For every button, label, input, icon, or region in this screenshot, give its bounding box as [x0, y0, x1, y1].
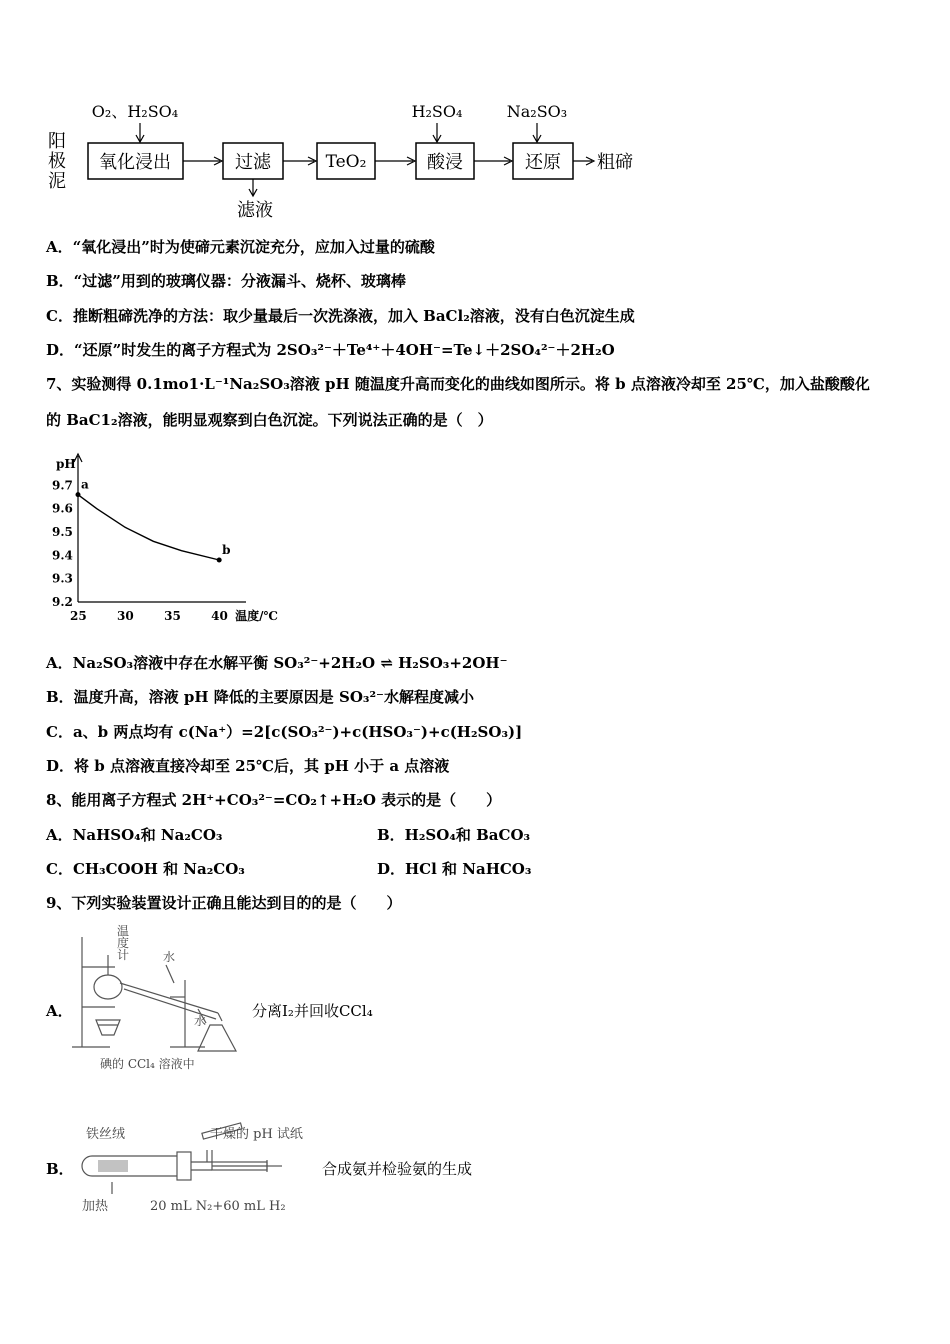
q7-stem-line2: 的 BaC1₂溶液，能明显观察到白色沉淀。下列说法正确的是（ ）	[46, 411, 493, 429]
flow-box-label: 酸浸	[427, 152, 463, 173]
flow-input-label: H₂SO₄	[411, 102, 463, 121]
flow-output-label: 滤液	[237, 200, 273, 221]
fig-b-label: 铁丝绒	[86, 1127, 126, 1142]
data-point-label: b	[222, 543, 231, 557]
y-tick-label: 9.2	[52, 595, 73, 609]
distillation-apparatus-figure	[70, 925, 245, 1075]
flow-box-label: TeO₂	[325, 152, 367, 172]
x-tick-label: 30	[117, 609, 134, 623]
q6-option-a: A．“氧化浸出”时为使碲元素沉淀充分，应加入过量的硫酸	[46, 238, 435, 256]
q7-option-b: B．温度升高，溶液 pH 降低的主要原因是 SO₃²⁻水解程度减小	[46, 688, 474, 706]
q9-option-b-text: 合成氨并检验氨的生成	[322, 1160, 473, 1178]
q8-option-a: A．NaHSO₄和 Na₂CO₃	[46, 826, 223, 844]
flow-input-label: Na₂SO₃	[506, 102, 568, 121]
ammonia-synthesis-figure	[72, 1110, 322, 1220]
data-point	[217, 558, 222, 563]
q7-stem-line1: 7、实验测得 0.1mo1·L⁻¹Na₂SO₃溶液 pH 随温度升高而变化的曲线如图所示。将 b 点溶液冷却至 25℃，加入盐酸酸化	[46, 375, 870, 393]
start-label-char: 泥	[48, 171, 66, 192]
q8-option-b: B．H₂SO₄和 BaCO₃	[377, 826, 531, 844]
fig-a-label: 碘的 CCl₄ 溶液中	[100, 1057, 195, 1071]
q7-option-a: A．Na₂SO₃溶液中存在水解平衡 SO₃²⁻+2H₂O ⇌ H₂SO₃+2OH⁻	[46, 654, 508, 672]
fig-a-label: 水	[194, 1014, 207, 1028]
fig-b-label: 20 mL N₂+60 mL H₂	[150, 1199, 286, 1214]
fig-a-label: 水	[163, 950, 176, 964]
flow-box-label: 还原	[525, 152, 561, 173]
x-tick-label: 35	[164, 609, 181, 623]
q7-option-d: D．将 b 点溶液直接冷却至 25℃后，其 pH 小于 a 点溶液	[46, 757, 450, 775]
y-tick-label: 9.6	[52, 501, 73, 516]
flow-box-label: 过滤	[235, 152, 271, 173]
flow-end-label: 粗碲	[597, 152, 633, 173]
ph-temperature-chart	[48, 450, 278, 630]
x-tick-label: 25	[70, 609, 87, 623]
q9-option-b-letter: B．	[46, 1160, 74, 1178]
fig-b-label: 加热	[82, 1199, 109, 1214]
start-label-char: 阳	[48, 131, 66, 152]
fig-b-label: 干燥的 pH 试纸	[210, 1127, 303, 1142]
q8-option-c: C．CH₃COOH 和 Na₂CO₃	[46, 860, 245, 878]
q6-option-d: D．“还原”时发生的离子方程式为 2SO₃²⁻＋Te⁴⁺＋4OH⁻=Te↓＋2SO₄²⁻＋2H₂O	[46, 341, 615, 359]
y-tick-label: 9.5	[52, 525, 73, 539]
x-tick-label: 40	[211, 609, 228, 623]
y-axis-label: pH	[56, 457, 76, 471]
data-point	[76, 492, 81, 497]
fig-a-label: 温	[117, 924, 130, 938]
q9-option-a-text: 分离I₂并回收CCl₄	[252, 1002, 373, 1020]
flow-input-label: O₂、H₂SO₄	[91, 102, 179, 121]
x-axis-label: 温度/℃	[235, 609, 278, 623]
q6-option-c: C．推断粗碲洗净的方法：取少量最后一次洗涤液，加入 BaCl₂溶液，没有白色沉淀生成	[46, 307, 635, 325]
q6-option-b: B．“过滤”用到的玻璃仪器：分液漏斗、烧杯、玻璃棒	[46, 272, 406, 290]
q8-option-d: D．HCl 和 NaHCO₃	[377, 860, 532, 878]
q7-option-c: C．a、b 两点均有 c(Na⁺）=2[c(SO₃²⁻)+c(HSO₃⁻)+c(H₂SO₃)]	[46, 723, 523, 741]
q9-stem: 9、下列实验装置设计正确且能达到目的的是（ ）	[46, 894, 402, 912]
y-tick-label: 9.4	[52, 548, 73, 563]
start-label	[48, 131, 66, 192]
flow-box-label: 氧化浸出	[99, 152, 171, 173]
process-flowchart	[40, 95, 660, 225]
q8-stem: 8、能用离子方程式 2H⁺+CO₃²⁻=CO₂↑+H₂O 表示的是（ ）	[46, 791, 502, 809]
start-label-char: 极	[48, 151, 66, 172]
y-tick-label: 9.3	[52, 571, 73, 586]
y-tick-label: 9.7	[52, 478, 73, 493]
fig-a-label: 计	[117, 948, 130, 962]
q9-option-a-letter: A．	[46, 1002, 73, 1020]
data-point-label: a	[81, 477, 89, 492]
fig-a-label: 度	[117, 936, 130, 950]
series-line	[78, 495, 219, 560]
